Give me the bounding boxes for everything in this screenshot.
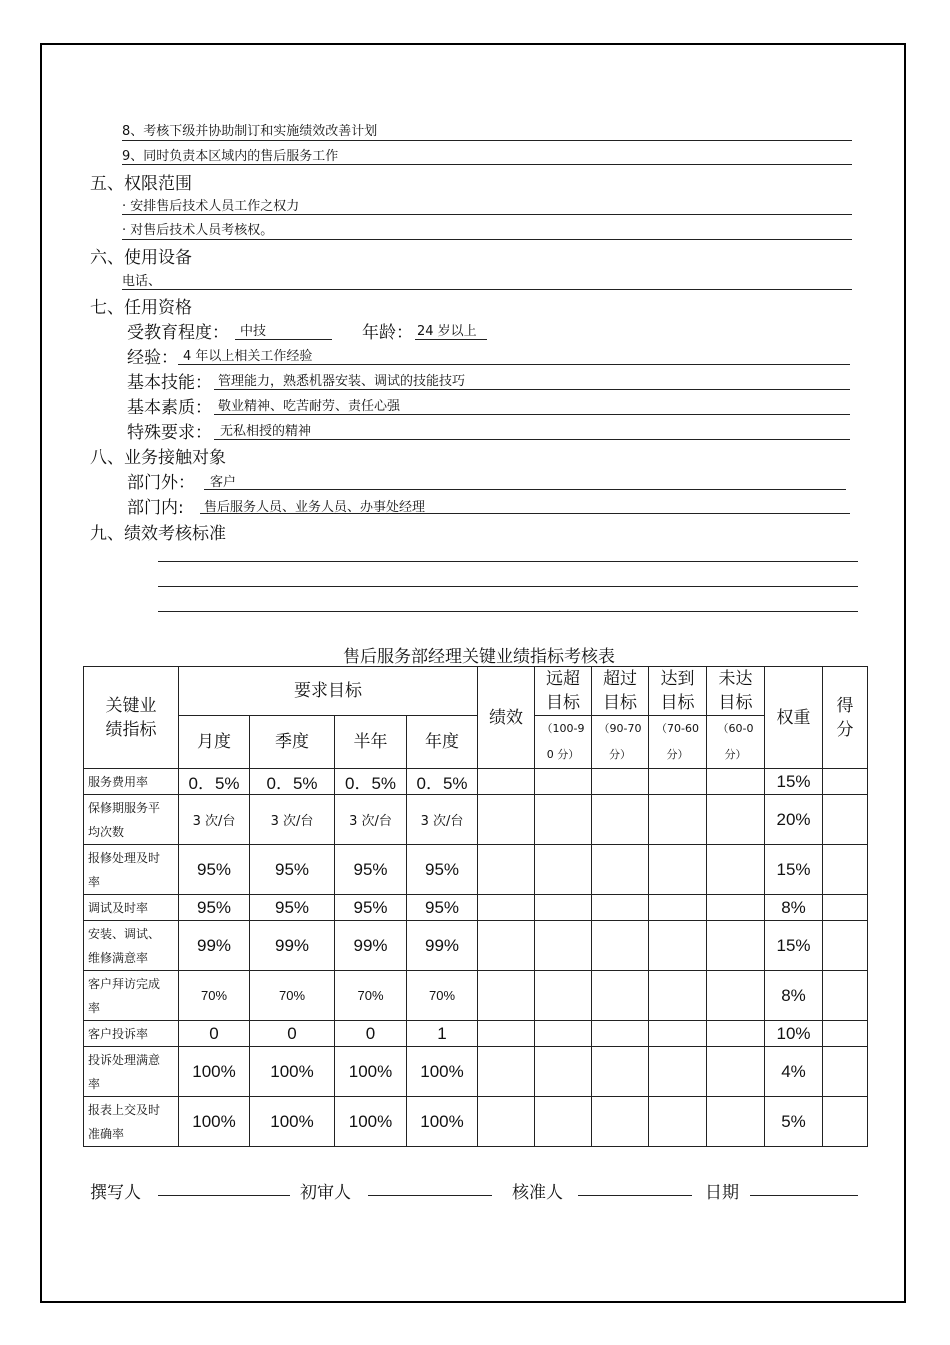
header-indicator: 关键业绩指标 — [84, 667, 179, 769]
weight-cell: 15% — [765, 921, 823, 971]
year-cell: 95% — [407, 845, 478, 895]
performance-cell[interactable] — [478, 1097, 535, 1147]
header-score: 得分 — [823, 667, 868, 769]
reach-cell[interactable] — [649, 1047, 707, 1097]
header-miss-range: （60-0 分） — [707, 716, 765, 769]
miss-cell[interactable] — [707, 845, 765, 895]
table-row — [84, 921, 868, 971]
quarter-cell: 0 — [250, 1021, 335, 1047]
age-value: 24 岁以上 — [417, 324, 477, 339]
section-title-equipment: 六、使用设备 — [90, 248, 192, 268]
quality-label: 基本素质： — [127, 398, 212, 418]
year-cell: 99% — [407, 921, 478, 971]
performance-cell[interactable] — [478, 769, 535, 795]
divider — [200, 513, 850, 514]
quarter-cell: 0．5% — [250, 769, 335, 795]
exceed-cell[interactable] — [592, 795, 649, 845]
reach-cell[interactable] — [649, 971, 707, 1021]
equipment-content: 电话、 — [122, 274, 162, 289]
writer-line[interactable] — [158, 1195, 290, 1196]
month-cell: 99% — [179, 921, 250, 971]
year-cell: 0．5% — [407, 769, 478, 795]
miss-cell[interactable] — [707, 769, 765, 795]
exceed-cell[interactable] — [592, 1047, 649, 1097]
reviewer-line[interactable] — [368, 1195, 492, 1196]
header-exceed-range: （90-70 分） — [592, 716, 649, 769]
miss-cell[interactable] — [707, 895, 765, 921]
miss-cell[interactable] — [707, 1021, 765, 1047]
blank-line — [158, 561, 858, 562]
header-far-exceed-range: （100-90 分） — [535, 716, 592, 769]
year-cell: 100% — [407, 1097, 478, 1147]
performance-cell[interactable] — [478, 1047, 535, 1097]
reach-cell[interactable] — [649, 1097, 707, 1147]
date-label: 日期 — [705, 1183, 739, 1203]
quarter-cell: 3 次/台 — [250, 795, 335, 845]
quarter-cell: 70% — [250, 971, 335, 1021]
indicator-cell — [84, 769, 179, 795]
age-label: 年龄： — [362, 323, 413, 343]
reach-cell[interactable] — [649, 769, 707, 795]
half-cell: 0 — [335, 1021, 407, 1047]
half-cell: 100% — [335, 1097, 407, 1147]
writer-label: 撰写人 — [90, 1183, 141, 1203]
indicator-cell — [84, 1097, 179, 1147]
quarter-cell: 95% — [250, 895, 335, 921]
divider — [204, 489, 846, 490]
header-performance: 绩效 — [478, 667, 535, 769]
performance-cell[interactable] — [478, 845, 535, 895]
skills-label: 基本技能： — [127, 373, 212, 393]
table-row — [84, 971, 868, 1021]
year-cell: 70% — [407, 971, 478, 1021]
experience-label: 经验： — [127, 348, 178, 368]
table-row — [84, 769, 868, 795]
quarter-cell: 100% — [250, 1047, 335, 1097]
indicator-label: 投诉处理满意率 — [88, 1052, 161, 1091]
divider — [122, 289, 852, 290]
authority-item: · 安排售后技术人员工作之权力 — [122, 199, 300, 214]
exceed-cell[interactable] — [592, 921, 649, 971]
far-exceed-cell[interactable] — [535, 795, 592, 845]
weight-cell: 20% — [765, 795, 823, 845]
far-exceed-cell[interactable] — [535, 1021, 592, 1047]
indicator-cell — [84, 795, 179, 845]
table-row — [84, 845, 868, 895]
month-cell: 0 — [179, 1021, 250, 1047]
half-cell: 0．5% — [335, 769, 407, 795]
special-label: 特殊要求： — [127, 423, 212, 443]
education-label: 受教育程度： — [127, 323, 229, 343]
month-cell: 3 次/台 — [179, 795, 250, 845]
weight-cell: 15% — [765, 845, 823, 895]
reach-cell[interactable] — [649, 795, 707, 845]
skills-value: 管理能力，熟悉机器安装、调试的技能技巧 — [218, 374, 466, 389]
kpi-table — [83, 666, 868, 1147]
reach-cell[interactable] — [649, 1021, 707, 1047]
divider — [122, 164, 852, 165]
far-exceed-cell[interactable] — [535, 971, 592, 1021]
header-year: 年度 — [407, 716, 478, 769]
table-row — [84, 1047, 868, 1097]
exceed-cell[interactable] — [592, 971, 649, 1021]
special-value: 无私相授的精神 — [220, 424, 312, 439]
month-cell: 70% — [179, 971, 250, 1021]
header-reach: 达到目标 — [649, 667, 707, 716]
month-cell: 100% — [179, 1097, 250, 1147]
blank-line — [158, 586, 858, 587]
indicator-cell — [84, 1047, 179, 1097]
blank-line — [158, 611, 858, 612]
reach-cell[interactable] — [649, 921, 707, 971]
weight-cell: 15% — [765, 769, 823, 795]
quarter-cell: 100% — [250, 1097, 335, 1147]
month-cell: 95% — [179, 895, 250, 921]
divider — [235, 339, 332, 340]
education-value: 中技 — [240, 324, 267, 339]
header-month: 月度 — [179, 716, 250, 769]
date-line[interactable] — [750, 1195, 858, 1196]
score-cell[interactable] — [823, 1097, 868, 1147]
experience-value: 4 年以上相关工作经验 — [183, 349, 313, 364]
header-reach-range: （70-60 分） — [649, 716, 707, 769]
reviewer-label: 初审人 — [300, 1183, 351, 1203]
divider — [122, 140, 852, 141]
table-row — [84, 895, 868, 921]
exceed-cell[interactable] — [592, 1097, 649, 1147]
divider — [214, 389, 850, 390]
miss-cell[interactable] — [707, 971, 765, 1021]
approver-label: 核准人 — [512, 1183, 563, 1203]
miss-cell[interactable] — [707, 921, 765, 971]
far-exceed-cell[interactable] — [535, 1047, 592, 1097]
indicator-label: 报修处理及时率 — [88, 850, 161, 889]
score-cell[interactable] — [823, 845, 868, 895]
outside-value: 客户 — [210, 475, 237, 490]
far-exceed-cell[interactable] — [535, 769, 592, 795]
month-cell: 100% — [179, 1047, 250, 1097]
weight-cell: 10% — [765, 1021, 823, 1047]
divider — [122, 214, 852, 215]
half-cell: 95% — [335, 895, 407, 921]
indicator-label: 客户投诉率 — [88, 1026, 149, 1041]
indicator-cell — [84, 895, 179, 921]
reach-cell[interactable] — [649, 895, 707, 921]
section-title-performance: 九、绩效考核标准 — [90, 524, 226, 544]
weight-cell: 5% — [765, 1097, 823, 1147]
approver-line[interactable] — [578, 1195, 692, 1196]
year-cell: 1 — [407, 1021, 478, 1047]
score-cell[interactable] — [823, 795, 868, 845]
month-cell: 0．5% — [179, 769, 250, 795]
table-row — [84, 795, 868, 845]
half-cell: 100% — [335, 1047, 407, 1097]
indicator-cell — [84, 921, 179, 971]
divider — [214, 414, 850, 415]
miss-cell[interactable] — [707, 795, 765, 845]
quarter-cell: 95% — [250, 845, 335, 895]
exceed-cell[interactable] — [592, 845, 649, 895]
year-cell: 95% — [407, 895, 478, 921]
indicator-cell — [84, 971, 179, 1021]
quality-value: 敬业精神、吃苦耐劳、责任心强 — [218, 399, 401, 414]
indicator-label: 调试及时率 — [88, 900, 149, 915]
performance-cell[interactable] — [478, 895, 535, 921]
weight-cell: 8% — [765, 971, 823, 1021]
header-quarter: 季度 — [250, 716, 335, 769]
exceed-cell[interactable] — [592, 895, 649, 921]
header-half: 半年 — [335, 716, 407, 769]
score-cell[interactable] — [823, 769, 868, 795]
quarter-cell: 99% — [250, 921, 335, 971]
table-row — [84, 1097, 868, 1147]
header-miss: 未达目标 — [707, 667, 765, 716]
miss-cell[interactable] — [707, 1097, 765, 1147]
inside-value: 售后服务人员、业务人员、办事处经理 — [204, 500, 426, 515]
header-exceed: 超过目标 — [592, 667, 649, 716]
indicator-label: 报表上交及时准确率 — [88, 1102, 161, 1141]
score-cell[interactable] — [823, 1021, 868, 1047]
header-far-exceed: 远超目标 — [535, 667, 592, 716]
performance-cell[interactable] — [478, 1021, 535, 1047]
duty-item-8: 8、考核下级并协助制订和实施绩效改善计划 — [122, 124, 378, 139]
kpi-table-title: 售后服务部经理关键业绩指标考核表 — [343, 647, 615, 667]
exceed-cell[interactable] — [592, 1021, 649, 1047]
score-cell[interactable] — [823, 1047, 868, 1097]
score-cell[interactable] — [823, 895, 868, 921]
performance-cell[interactable] — [478, 921, 535, 971]
divider — [214, 439, 850, 440]
outside-label: 部门外： — [127, 473, 195, 493]
header-weight: 权重 — [765, 667, 823, 769]
indicator-label: 客户拜访完成率 — [88, 976, 161, 1015]
performance-cell[interactable] — [478, 795, 535, 845]
duty-item-9: 9、同时负责本区域内的售后服务工作 — [122, 149, 339, 164]
performance-cell[interactable] — [478, 971, 535, 1021]
indicator-cell — [84, 845, 179, 895]
indicator-label: 服务费用率 — [88, 774, 149, 789]
far-exceed-cell[interactable] — [535, 1097, 592, 1147]
score-cell[interactable] — [823, 921, 868, 971]
weight-cell: 4% — [765, 1047, 823, 1097]
header-target: 要求目标 — [179, 667, 478, 716]
divider — [178, 364, 850, 365]
inside-label: 部门内: — [127, 498, 184, 518]
half-cell: 3 次/台 — [335, 795, 407, 845]
section-title-authority: 五、权限范围 — [90, 174, 192, 194]
indicator-label: 保修期服务平均次数 — [88, 800, 161, 839]
authority-item: · 对售后技术人员考核权。 — [122, 223, 274, 238]
score-cell[interactable] — [823, 971, 868, 1021]
section-title-qualification: 七、任用资格 — [90, 298, 192, 318]
divider — [122, 239, 852, 240]
indicator-cell — [84, 1021, 179, 1047]
miss-cell[interactable] — [707, 1047, 765, 1097]
year-cell: 3 次/台 — [407, 795, 478, 845]
far-exceed-cell[interactable] — [535, 895, 592, 921]
divider — [415, 339, 487, 340]
section-title-contacts: 八、业务接触对象 — [90, 448, 226, 468]
reach-cell[interactable] — [649, 845, 707, 895]
month-cell: 95% — [179, 845, 250, 895]
far-exceed-cell[interactable] — [535, 921, 592, 971]
weight-cell: 8% — [765, 895, 823, 921]
half-cell: 70% — [335, 971, 407, 1021]
half-cell: 99% — [335, 921, 407, 971]
table-row — [84, 1021, 868, 1047]
far-exceed-cell[interactable] — [535, 845, 592, 895]
indicator-label: 安装、调试、维修满意率 — [88, 926, 161, 965]
year-cell: 100% — [407, 1047, 478, 1097]
half-cell: 95% — [335, 845, 407, 895]
exceed-cell[interactable] — [592, 769, 649, 795]
